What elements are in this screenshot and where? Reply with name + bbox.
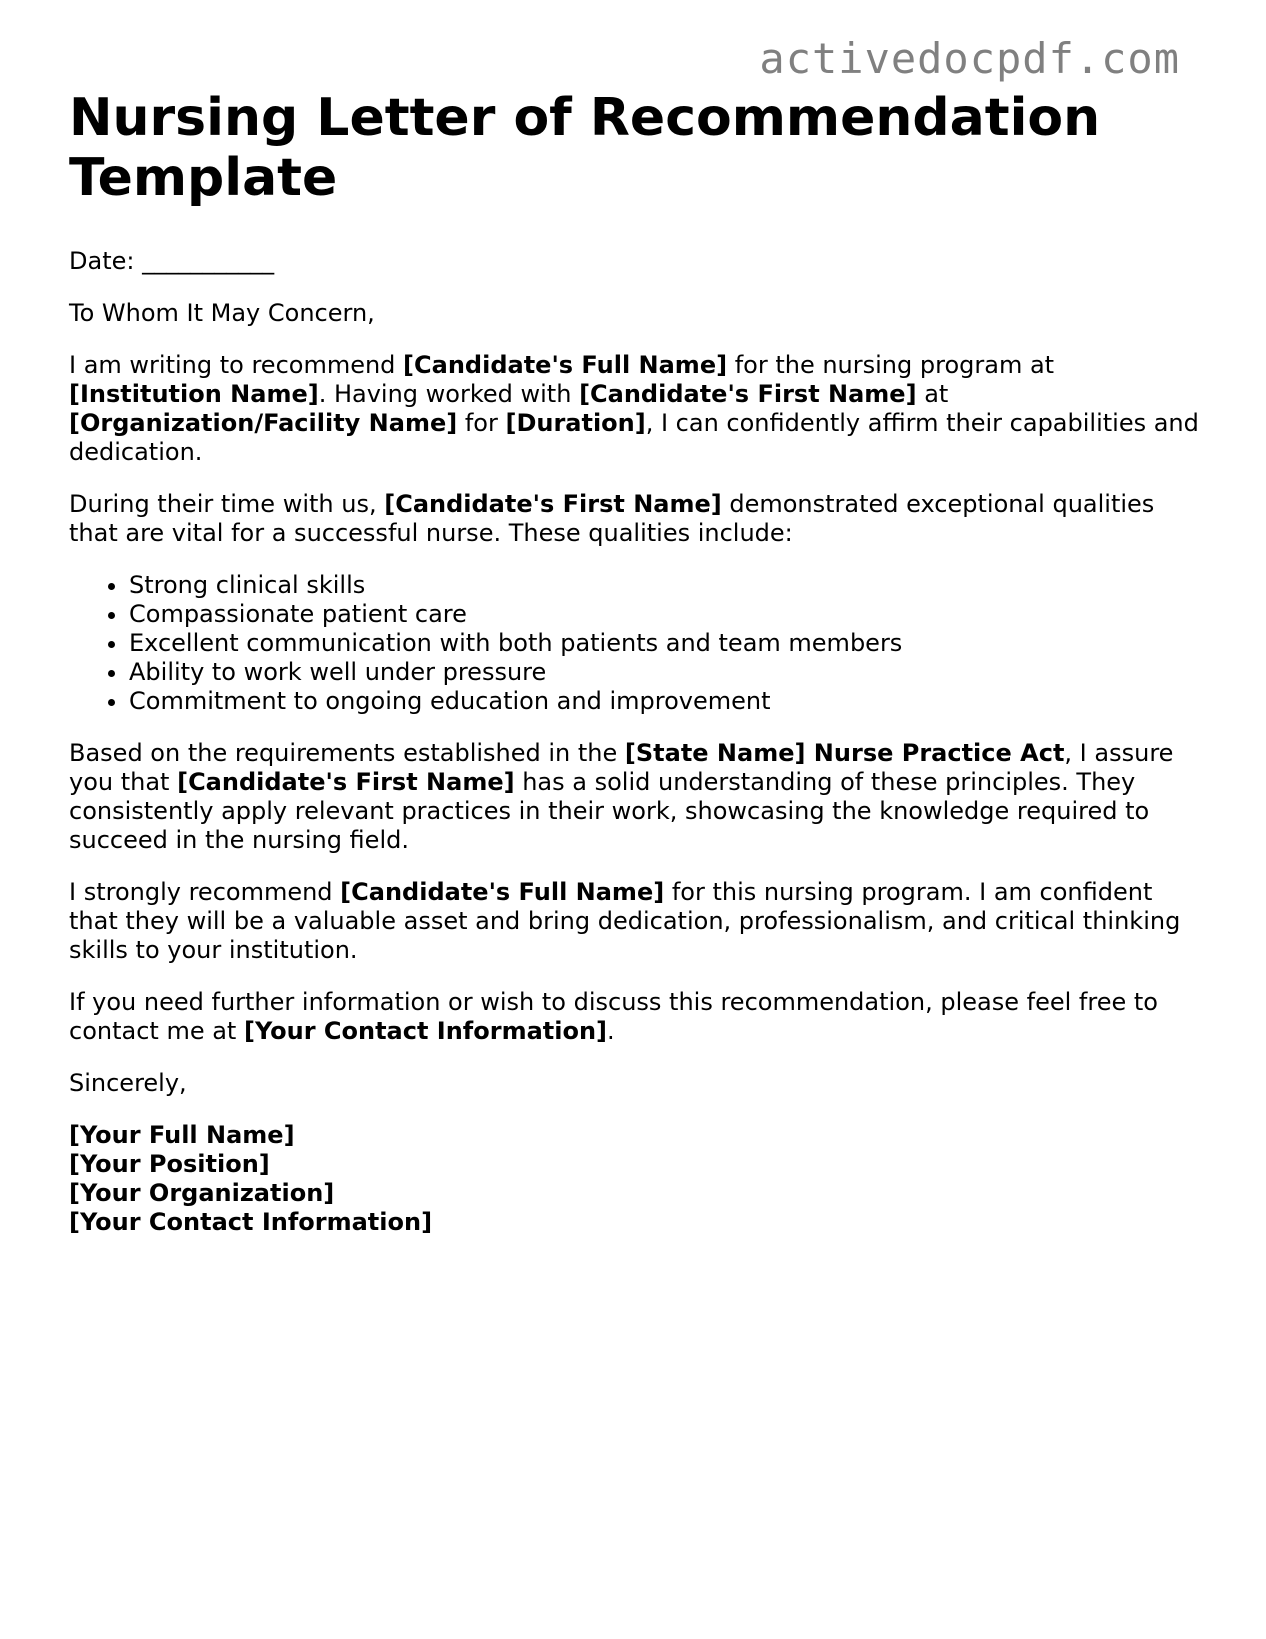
paragraph-qualities-intro — [69, 490, 1199, 548]
text: , I assure you that — [69, 739, 1174, 796]
letter-document — [69, 88, 1199, 1237]
text: for this nursing program. I am confident that they will be a valuable asset and bring dedication, professionalism, and critical thinking skills to your institution. — [69, 878, 1181, 964]
text: I strongly recommend — [69, 878, 341, 906]
placeholder-candidate-full-name: [Candidate's Full Name] — [340, 878, 665, 906]
text: at — [916, 380, 949, 408]
list-item: • Compassionate patient care — [129, 600, 1199, 629]
placeholder-state-practice-act: [State Name] Nurse Practice Act — [624, 739, 1065, 767]
text: During their time with us, — [69, 490, 385, 518]
text: demonstrated exceptional qualities that are vital for a successful nurse. These qualities include: — [69, 490, 1155, 547]
signature-organization: [Your Organization] — [69, 1179, 335, 1207]
paragraph-intro — [69, 351, 1199, 467]
signature-block — [69, 1121, 1199, 1237]
text: . — [607, 1017, 615, 1045]
placeholder-organization-name: [Organization/Facility Name] — [69, 409, 458, 437]
text: I am writing to recommend — [69, 351, 404, 379]
placeholder-candidate-first-name: [Candidate's First Name] — [177, 768, 515, 796]
paragraph-contact — [69, 988, 1199, 1046]
text: . Having worked with — [318, 380, 580, 408]
qualities-list — [69, 571, 1199, 716]
text: for the nursing program at — [727, 351, 1055, 379]
placeholder-contact-information: [Your Contact Information] — [243, 1017, 608, 1045]
list-item: • Strong clinical skills — [129, 571, 1199, 600]
list-item: • Ability to work well under pressure — [129, 658, 1199, 687]
placeholder-candidate-first-name: [Candidate's First Name] — [384, 490, 722, 518]
text: If you need further information or wish to discuss this recommendation, please feel free to contact me at — [69, 988, 1158, 1045]
watermark: activedocpdf.com — [759, 34, 1180, 83]
paragraph-recommendation — [69, 878, 1199, 965]
text: for — [457, 409, 506, 437]
text: has a solid understanding of these principles. They consistently apply relevant practices in their work, showcasing the knowledge required to succeed in the nursing field. — [69, 768, 1150, 854]
text: , I can confidently affirm their capabilities and dedication. — [69, 409, 1199, 466]
placeholder-candidate-first-name: [Candidate's First Name] — [579, 380, 917, 408]
placeholder-institution-name: [Institution Name] — [69, 380, 319, 408]
signature-contact: [Your Contact Information] — [69, 1208, 433, 1236]
closing: Sincerely, — [69, 1069, 187, 1097]
placeholder-candidate-full-name: [Candidate's Full Name] — [403, 351, 728, 379]
list-item: • Commitment to ongoing education and improvement — [129, 687, 1199, 716]
signature-name: [Your Full Name] — [69, 1121, 295, 1149]
paragraph-practice-act — [69, 739, 1199, 855]
date-line: Date: ___________ — [69, 247, 275, 275]
text: Based on the requirements established in the — [69, 739, 625, 767]
list-item: • Excellent communication with both patients and team members — [129, 629, 1199, 658]
signature-position: [Your Position] — [69, 1150, 270, 1178]
page-title: Nursing Letter of Recommendation Template — [69, 88, 1101, 208]
salutation: To Whom It May Concern, — [69, 299, 375, 327]
placeholder-duration: [Duration] — [505, 409, 646, 437]
